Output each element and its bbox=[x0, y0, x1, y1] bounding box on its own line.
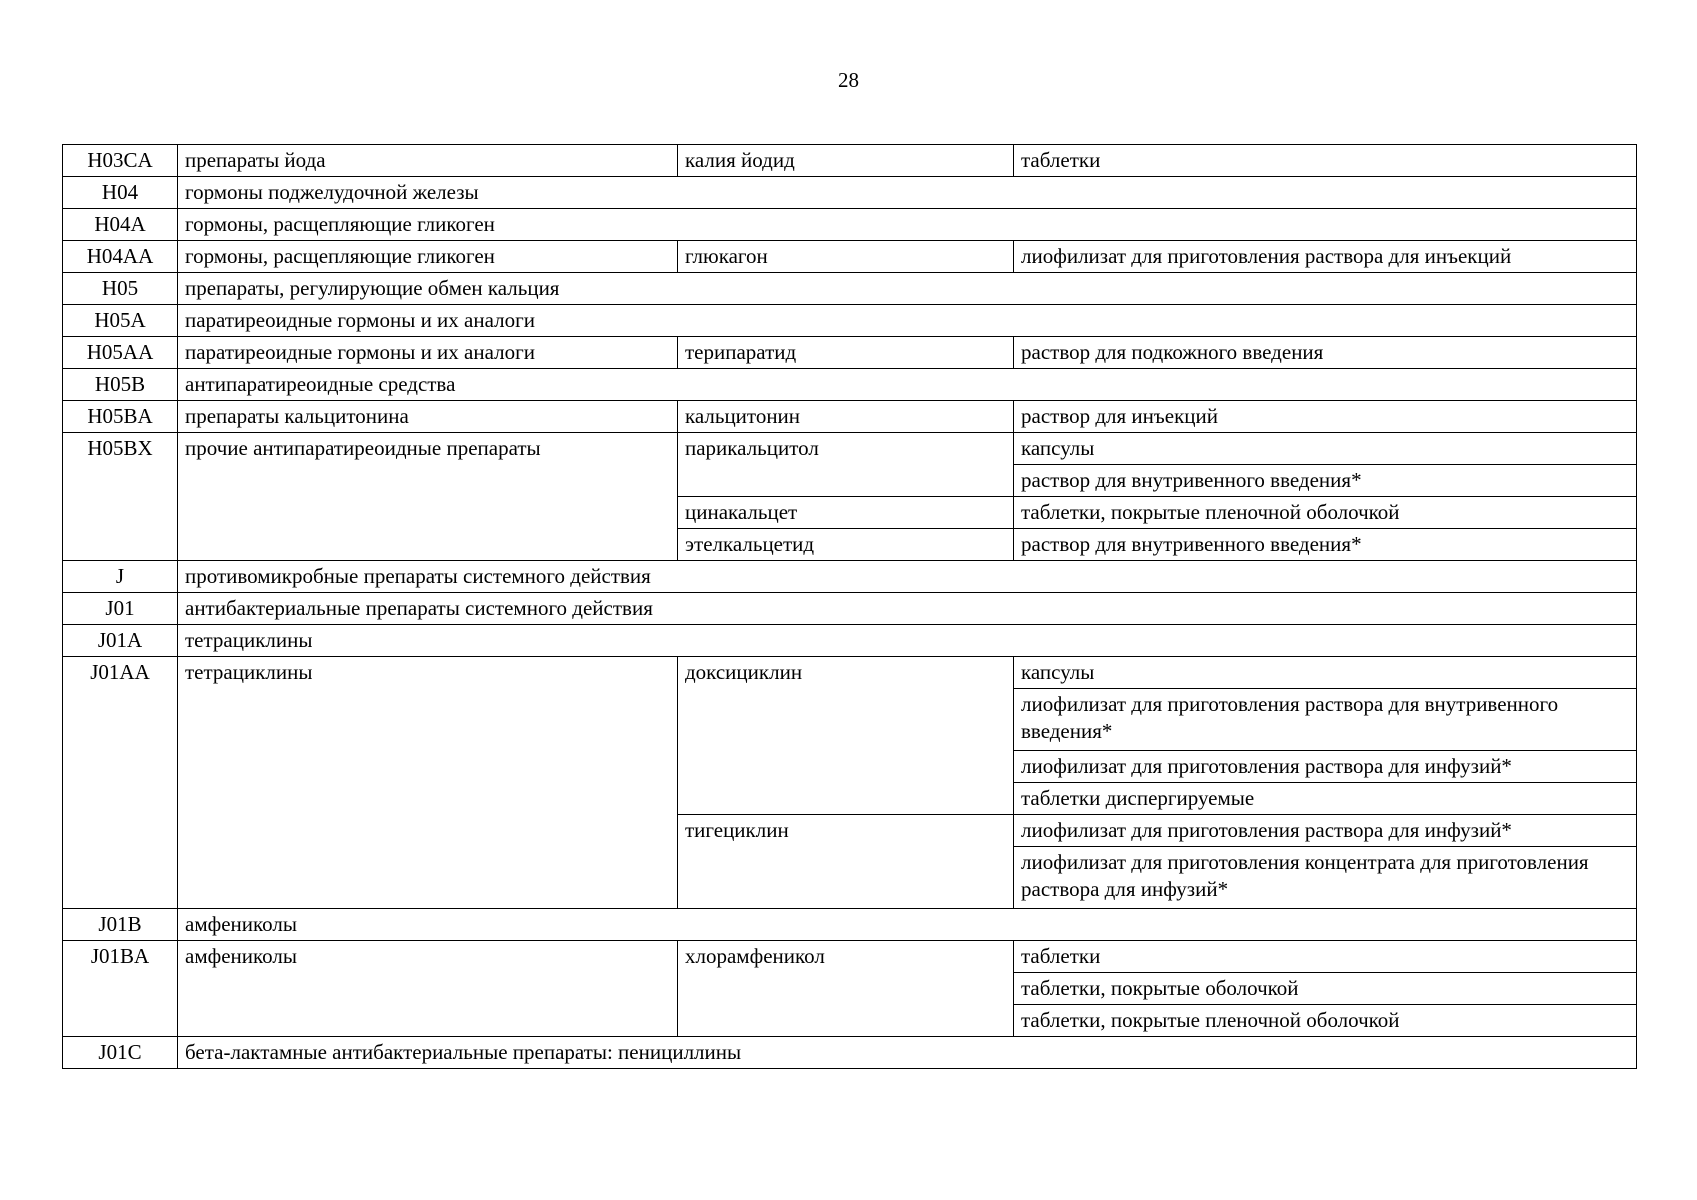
atc-drug-table bbox=[62, 144, 1637, 1069]
dosage-form-cell: лиофилизат для приготовления раствора для инфузий* bbox=[1014, 815, 1637, 847]
dosage-form-cell: таблетки bbox=[1014, 145, 1637, 177]
table-row bbox=[63, 273, 1637, 305]
atc-code-cell: J bbox=[63, 561, 178, 593]
atc-code-cell: H05BA bbox=[63, 401, 178, 433]
dosage-form-cell: раствор для внутривенного введения* bbox=[1014, 465, 1637, 497]
drug-cell: этелкальцетид bbox=[678, 529, 1014, 561]
atc-code-cell: H03CA bbox=[63, 145, 178, 177]
drug-cell: калия йодид bbox=[678, 145, 1014, 177]
table-row bbox=[63, 369, 1637, 401]
group-cell: противомикробные препараты системного действия bbox=[178, 561, 1637, 593]
table-row bbox=[63, 433, 1637, 465]
table-row bbox=[63, 593, 1637, 625]
dosage-form-cell: лиофилизат для приготовления раствора для инфузий* bbox=[1014, 751, 1637, 783]
atc-code-cell: J01AA bbox=[63, 657, 178, 909]
dosage-form-cell: раствор для инъекций bbox=[1014, 401, 1637, 433]
dosage-form-cell: лиофилизат для приготовления раствора для внутривенного введения* bbox=[1014, 689, 1637, 751]
drug-cell: глюкагон bbox=[678, 241, 1014, 273]
drug-cell: терипаратид bbox=[678, 337, 1014, 369]
dosage-form-cell: лиофилизат для приготовления раствора для инъекций bbox=[1014, 241, 1637, 273]
atc-code-cell: J01BA bbox=[63, 941, 178, 1037]
table-row bbox=[63, 241, 1637, 273]
group-cell: прочие антипаратиреоидные препараты bbox=[178, 433, 678, 561]
dosage-form-cell: таблетки bbox=[1014, 941, 1637, 973]
drug-cell: кальцитонин bbox=[678, 401, 1014, 433]
atc-code-cell: H04A bbox=[63, 209, 178, 241]
group-cell: препараты, регулирующие обмен кальция bbox=[178, 273, 1637, 305]
drug-cell: хлорамфеникол bbox=[678, 941, 1014, 1037]
group-cell: антибактериальные препараты системного действия bbox=[178, 593, 1637, 625]
group-cell: амфениколы bbox=[178, 909, 1637, 941]
atc-code-cell: J01 bbox=[63, 593, 178, 625]
drug-cell: тигециклин bbox=[678, 815, 1014, 909]
dosage-form-cell: раствор для внутривенного введения* bbox=[1014, 529, 1637, 561]
dosage-form-cell: раствор для подкожного введения bbox=[1014, 337, 1637, 369]
group-cell: препараты йода bbox=[178, 145, 678, 177]
table-row bbox=[63, 209, 1637, 241]
table-row bbox=[63, 625, 1637, 657]
dosage-form-cell: таблетки, покрытые оболочкой bbox=[1014, 973, 1637, 1005]
group-cell: гормоны поджелудочной железы bbox=[178, 177, 1637, 209]
group-cell: бета-лактамные антибактериальные препараты: пенициллины bbox=[178, 1037, 1637, 1069]
group-cell: тетрациклины bbox=[178, 657, 678, 909]
dosage-form-cell: лиофилизат для приготовления концентрата для приготовления раствора для инфузий* bbox=[1014, 847, 1637, 909]
dosage-form-cell: таблетки, покрытые пленочной оболочкой bbox=[1014, 1005, 1637, 1037]
drug-cell: парикальцитол bbox=[678, 433, 1014, 497]
table-row bbox=[63, 909, 1637, 941]
atc-code-cell: J01A bbox=[63, 625, 178, 657]
atc-code-cell: H05 bbox=[63, 273, 178, 305]
atc-code-cell: J01C bbox=[63, 1037, 178, 1069]
table-row bbox=[63, 145, 1637, 177]
table-row bbox=[63, 337, 1637, 369]
group-cell: паратиреоидные гормоны и их аналоги bbox=[178, 337, 678, 369]
table-row bbox=[63, 657, 1637, 689]
table-row bbox=[63, 1037, 1637, 1069]
drug-cell: цинакальцет bbox=[678, 497, 1014, 529]
group-cell: гормоны, расщепляющие гликоген bbox=[178, 241, 678, 273]
atc-code-cell: H04AA bbox=[63, 241, 178, 273]
group-cell: паратиреоидные гормоны и их аналоги bbox=[178, 305, 1637, 337]
dosage-form-cell: капсулы bbox=[1014, 657, 1637, 689]
group-cell: тетрациклины bbox=[178, 625, 1637, 657]
atc-code-cell: H05B bbox=[63, 369, 178, 401]
group-cell: препараты кальцитонина bbox=[178, 401, 678, 433]
atc-code-cell: H05BX bbox=[63, 433, 178, 561]
group-cell: амфениколы bbox=[178, 941, 678, 1037]
table-row bbox=[63, 401, 1637, 433]
dosage-form-cell: таблетки, покрытые пленочной оболочкой bbox=[1014, 497, 1637, 529]
table-row bbox=[63, 305, 1637, 337]
atc-code-cell: H05A bbox=[63, 305, 178, 337]
dosage-form-cell: таблетки диспергируемые bbox=[1014, 783, 1637, 815]
atc-code-cell: J01B bbox=[63, 909, 178, 941]
group-cell: гормоны, расщепляющие гликоген bbox=[178, 209, 1637, 241]
drug-cell: доксициклин bbox=[678, 657, 1014, 815]
table-row bbox=[63, 561, 1637, 593]
table-row bbox=[63, 941, 1637, 973]
atc-code-cell: H05AA bbox=[63, 337, 178, 369]
dosage-form-cell: капсулы bbox=[1014, 433, 1637, 465]
page-number: 28 bbox=[838, 68, 859, 92]
table-row bbox=[63, 177, 1637, 209]
atc-code-cell: H04 bbox=[63, 177, 178, 209]
group-cell: антипаратиреоидные средства bbox=[178, 369, 1637, 401]
